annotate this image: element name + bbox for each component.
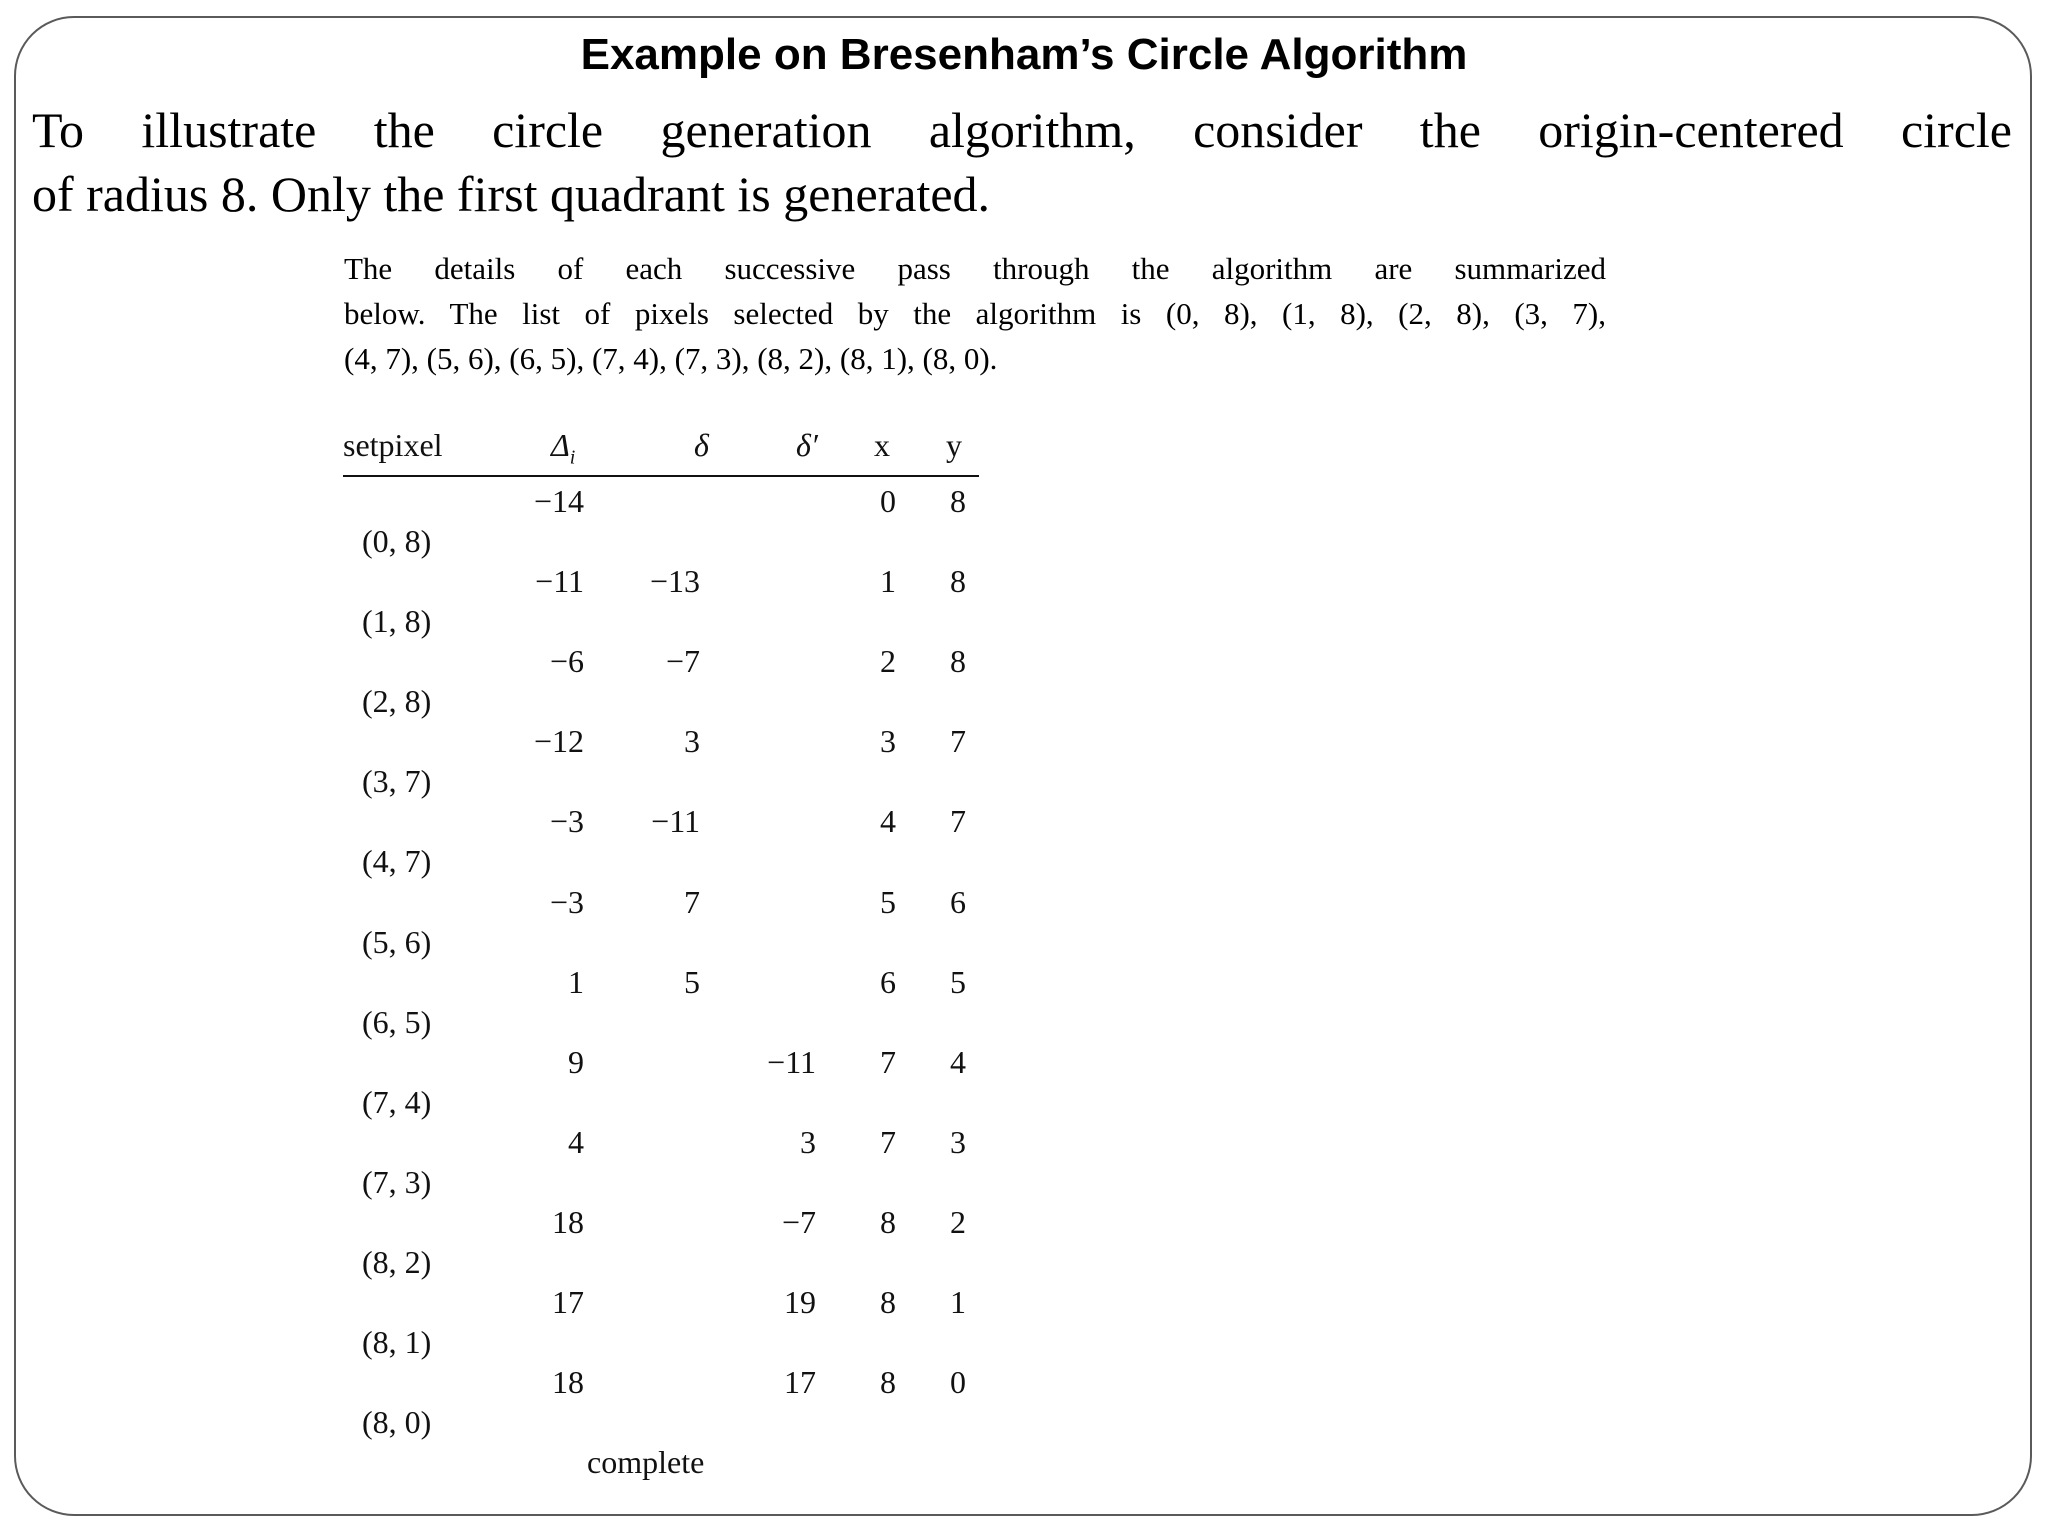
cell-delta-i: −14 (533, 483, 584, 519)
cell-delta-i: 1 (568, 963, 584, 1000)
cell-x: 1 (880, 563, 896, 600)
cell-setpixel: (8, 1) (362, 1324, 432, 1360)
cell-delta-i: −3 (549, 803, 584, 840)
cell-delta-i: 4 (568, 1123, 584, 1160)
cell-x: 3 (880, 723, 896, 760)
cell-y: 8 (950, 483, 966, 519)
cell-x: 0 (880, 483, 896, 519)
cell-delta-i: −11 (535, 563, 584, 600)
cell-delta: −11 (651, 803, 700, 840)
header-delta: δ (694, 427, 709, 463)
cell-delta-i: −12 (533, 723, 584, 760)
cell-y: 0 (950, 1364, 966, 1401)
cell-y: 4 (950, 1043, 966, 1080)
header-rule (343, 475, 979, 477)
cell-delta-prime: 17 (784, 1364, 816, 1401)
cell-x: 7 (880, 1043, 896, 1080)
cell-setpixel: (6, 5) (362, 1003, 432, 1040)
cell-delta-prime: −7 (781, 1203, 816, 1240)
cell-delta-prime: 3 (800, 1123, 816, 1160)
cell-delta-i: 17 (552, 1284, 584, 1320)
cell-y: 8 (950, 643, 966, 680)
cell-delta: 5 (684, 963, 700, 1000)
cell-y: 8 (950, 563, 966, 600)
cell-delta-prime: 19 (784, 1284, 816, 1320)
cell-setpixel: (5, 6) (362, 923, 432, 960)
details-paragraph (344, 246, 1606, 381)
cell-setpixel: (1, 8) (362, 603, 432, 640)
cell-delta: −13 (649, 563, 700, 600)
slide-frame (14, 16, 2032, 1516)
cell-setpixel: (8, 0) (362, 1404, 432, 1441)
cell-x: 4 (880, 803, 896, 840)
details-line-2: below. The list of pixels selected by the algorithm is (0, 8), (1, 8), (2, 8), (3, 7), (344, 296, 1606, 331)
cell-y: 7 (950, 803, 966, 840)
intro-line-2: of radius 8. Only the first quadrant is generated. (32, 166, 991, 222)
header-delta-prime: δ′ (796, 427, 818, 463)
cell-setpixel: (2, 8) (362, 683, 432, 720)
cell-delta-prime: −11 (767, 1043, 816, 1080)
intro-line-1: To illustrate the circle generation algorithm, consider the origin-centered circle (32, 102, 2012, 158)
cell-x: 5 (880, 883, 896, 920)
header-y: y (946, 427, 962, 463)
header-setpixel: setpixel (343, 427, 443, 463)
cell-y: 1 (950, 1284, 966, 1320)
header-delta-symbol: Δ (551, 427, 570, 463)
complete-label: complete (587, 1444, 705, 1480)
details-line-3: (4, 7), (5, 6), (6, 5), (7, 4), (7, 3), (8, 2), (8, 1), (8, 0). (344, 341, 998, 376)
cell-setpixel: (4, 7) (362, 843, 432, 880)
cell-y: 3 (950, 1123, 966, 1160)
cell-y: 7 (950, 723, 966, 760)
cell-setpixel: (7, 4) (362, 1083, 432, 1120)
cell-x: 6 (880, 963, 896, 1000)
cell-y: 6 (950, 883, 966, 920)
cell-setpixel: (0, 8) (362, 523, 432, 559)
cell-delta: −7 (665, 643, 700, 680)
cell-x: 2 (880, 643, 896, 680)
cell-y: 2 (950, 1203, 966, 1240)
details-line-1: The details of each successive pass through the algorithm are summarized (344, 251, 1606, 286)
header-delta-subscript: i (569, 446, 576, 469)
header-x: x (874, 427, 890, 463)
cell-delta-i: −3 (549, 883, 584, 920)
slide-title: Example on Bresenham’s Circle Algorithm (580, 30, 1468, 79)
cell-x: 7 (880, 1123, 896, 1160)
cell-delta: 3 (684, 723, 700, 760)
cell-delta-i: 18 (552, 1364, 584, 1401)
cell-setpixel: (3, 7) (362, 763, 432, 800)
cell-delta-i: −6 (549, 643, 584, 680)
intro-paragraph (32, 98, 2012, 226)
cell-x: 8 (880, 1364, 896, 1401)
cell-delta: 7 (684, 883, 700, 920)
cell-x: 8 (880, 1284, 896, 1320)
cell-y: 5 (950, 963, 966, 1000)
cell-setpixel: (8, 2) (362, 1243, 432, 1280)
cell-delta-i: 18 (552, 1203, 584, 1240)
cell-delta-i: 9 (568, 1043, 584, 1080)
cell-x: 8 (880, 1203, 896, 1240)
cell-setpixel: (7, 3) (362, 1163, 432, 1200)
header-delta-i (551, 426, 575, 476)
